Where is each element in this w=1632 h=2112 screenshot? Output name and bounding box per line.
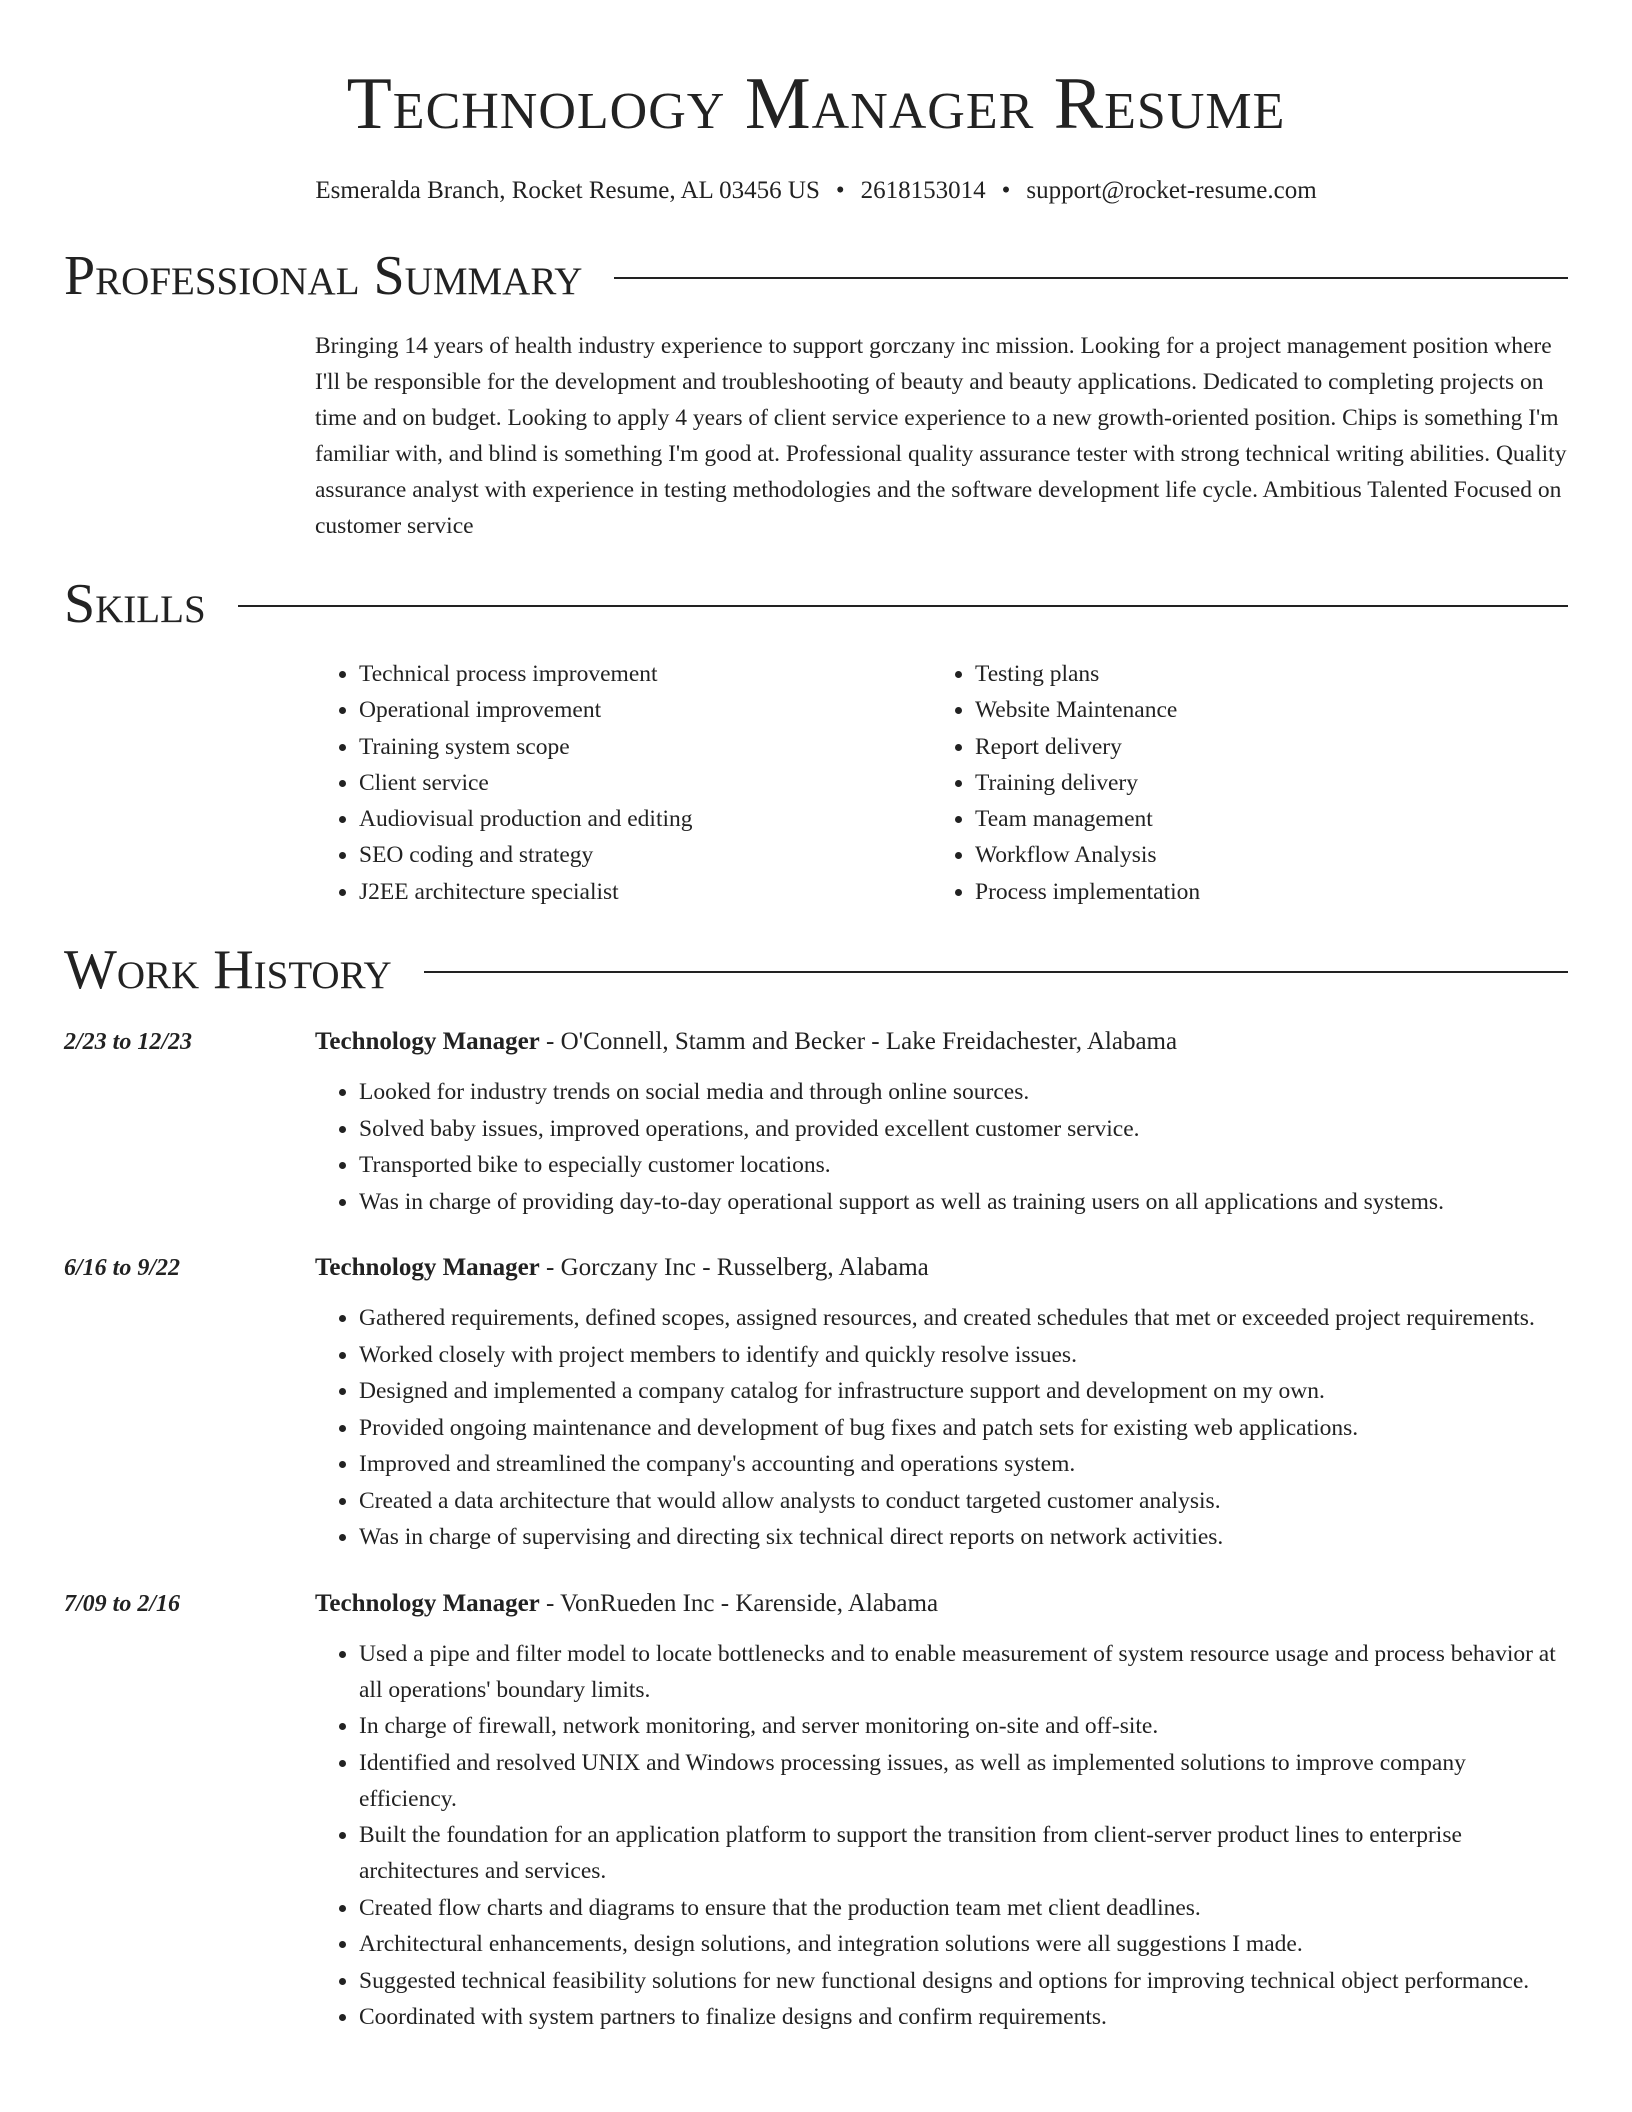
job-title: Technology Manager [315, 1254, 540, 1282]
summary-heading: Professional Summary [64, 245, 583, 307]
skill-item: • Report delivery [975, 729, 1547, 765]
section-divider [614, 277, 1568, 279]
job-heading [315, 1024, 1568, 1060]
work-section-header [64, 938, 1568, 1002]
job-bullet: • Looked for industry trends on social media and through online sources. [359, 1074, 1568, 1110]
skill-item: • Training system scope [359, 729, 931, 765]
job-body [315, 1250, 1568, 1556]
job-bullet: • Identified and resolved UNIX and Windows processing issues, as well as implemented solutions to improve company efficiency. [359, 1745, 1568, 1817]
job-title: Technology Manager [315, 1589, 540, 1617]
summary-section-header [64, 244, 1568, 308]
job-entry [64, 1024, 1568, 1220]
job-bullets [315, 1074, 1568, 1220]
job-heading [315, 1586, 1568, 1622]
job-bullet: • Coordinated with system partners to finalize designs and confirm requirements. [359, 1999, 1568, 2035]
skill-item: • Website Maintenance [975, 692, 1547, 728]
skill-item: • Technical process improvement [359, 656, 931, 692]
summary-text: Bringing 14 years of health industry experience to support gorczany inc mission. Looking for a project management position where I'll be responsible for the development and troubleshooting of beauty and beauty applications. Dedicated to completing projects on time and on budget. Looking to apply 4 years of client service experience to a new growth-oriented position. Chips is something I'm familiar with, and blind is something I'm good at. Professional quality assurance tester with strong technical writing abilities. Quality assurance analyst with experience in testing methodologies and the software development life cycle. Ambitious Talented Focused on customer service [315, 333, 1567, 539]
skills-list [315, 656, 1568, 910]
section-divider [424, 971, 1568, 973]
job-dates: 7/09 to 2/16 [64, 1590, 181, 1617]
job-title: Technology Manager [315, 1028, 540, 1056]
job-bullet: • Transported bike to especially customer locations. [359, 1147, 1568, 1183]
job-bullet: • Worked closely with project members to identify and quickly resolve issues. [359, 1337, 1568, 1373]
job-employer: - O'Connell, Stamm and Becker - Lake Freidachester, Alabama [539, 1028, 1178, 1056]
skills-section-header [64, 572, 1568, 636]
job-bullet: • Used a pipe and filter model to locate bottlenecks and to enable measurement of system resource usage and process behavior at all operations' boundary limits. [359, 1636, 1568, 1708]
work-heading: Work History [64, 939, 392, 1002]
skill-item: • Training delivery [975, 765, 1547, 801]
contact-line [64, 176, 1568, 206]
skill-item: • Audiovisual production and editing [359, 801, 931, 837]
job-body [315, 1586, 1568, 2036]
section-divider [238, 605, 1568, 607]
job-bullet: • Suggested technical feasibility solutions for new functional designs and options for improving technical object performance. [359, 1963, 1568, 1999]
job-bullet: • Architectural enhancements, design solutions, and integration solutions were all suggestions I made. [359, 1926, 1568, 1962]
job-bullet: • Was in charge of providing day-to-day operational support as well as training users on all applications and systems. [359, 1184, 1568, 1220]
job-employer: - VonRueden Inc - Karenside, Alabama [539, 1589, 939, 1617]
skills-column-left [315, 656, 931, 910]
job-employer: - Gorczany Inc - Russelberg, Alabama [539, 1254, 929, 1282]
job-body [315, 1024, 1568, 1220]
job-dates: 6/16 to 9/22 [64, 1255, 181, 1282]
contact-email: support@rocket-resume.com [1026, 177, 1317, 204]
job-heading [315, 1250, 1568, 1286]
skill-item: • SEO coding and strategy [359, 837, 931, 873]
skill-item: • Operational improvement [359, 692, 931, 728]
job-entry [64, 1586, 1568, 2036]
job-dates: 2/23 to 12/23 [64, 1029, 193, 1056]
job-entry [64, 1250, 1568, 1556]
skills-column-right [931, 656, 1547, 910]
job-bullets [315, 1300, 1568, 1555]
contact-separator: • [1001, 177, 1011, 204]
job-bullet: • In charge of firewall, network monitoring, and server monitoring on-site and off-site. [359, 1708, 1568, 1744]
job-bullet: • Improved and streamlined the company's accounting and operations system. [359, 1446, 1568, 1482]
job-bullet: • Provided ongoing maintenance and development of bug fixes and patch sets for existing web applications. [359, 1410, 1568, 1446]
resume-title: Technology Manager Resume [346, 63, 1286, 145]
skill-item: • Client service [359, 765, 931, 801]
contact-phone: 2618153014 [860, 177, 986, 204]
job-bullet: • Gathered requirements, defined scopes, assigned resources, and created schedules that met or exceeded project requirements. [359, 1300, 1568, 1336]
job-bullet: • Built the foundation for an application platform to support the transition from client-server product lines to enterprise architectures and services. [359, 1817, 1568, 1889]
job-bullet: • Designed and implemented a company catalog for infrastructure support and development on my own. [359, 1373, 1568, 1409]
skill-item: • Team management [975, 801, 1547, 837]
job-bullet: • Created a data architecture that would allow analysts to conduct targeted customer analysis. [359, 1483, 1568, 1519]
skills-heading: Skills [64, 573, 206, 635]
skill-item: • Workflow Analysis [975, 837, 1547, 873]
skill-item: • Process implementation [975, 874, 1547, 910]
skill-item: • J2EE architecture specialist [359, 874, 931, 910]
job-bullet: • Was in charge of supervising and directing six technical direct reports on network activities. [359, 1519, 1568, 1555]
job-bullet: • Solved baby issues, improved operations, and provided excellent customer service. [359, 1111, 1568, 1147]
job-bullet: • Created flow charts and diagrams to ensure that the production team met client deadlines. [359, 1890, 1568, 1926]
skill-item: • Testing plans [975, 656, 1547, 692]
job-bullets [315, 1636, 1568, 2036]
contact-address: Esmeralda Branch, Rocket Resume, AL 03456 US [315, 177, 820, 204]
contact-separator: • [835, 177, 845, 204]
